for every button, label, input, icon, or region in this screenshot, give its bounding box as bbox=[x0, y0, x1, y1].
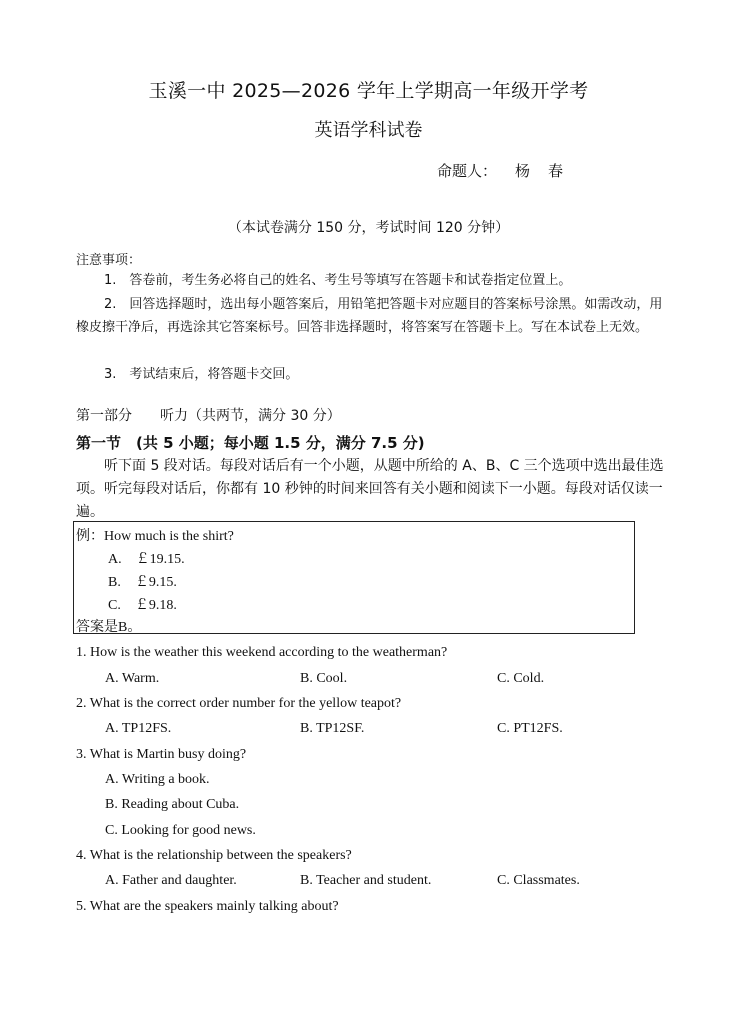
question-1: 1. How is the weather this weekend according to the weatherman? bbox=[76, 645, 448, 660]
q3-option-b: B. Reading about Cuba. bbox=[105, 797, 240, 812]
note-item: 2. 回答选择题时，选出每小题答案后，用铅笔把答题卡对应题目的答案标号涂黑。如需改动，用橡皮擦干净后，再选涂其它答案标号。回答非选择题时，将答案写在答题卡上。写在本试卷上无效。 bbox=[76, 297, 663, 335]
q4-option-b: B. Teacher and student. bbox=[300, 873, 432, 888]
q4-option-c: C. Classmates. bbox=[497, 873, 580, 888]
example-answer: 答案是B。 bbox=[76, 620, 142, 635]
q4-option-a: A. Father and daughter. bbox=[105, 873, 237, 888]
example-question: 例：How much is the shirt? bbox=[76, 529, 234, 544]
q1-option-b: B. Cool. bbox=[300, 671, 348, 686]
question-3: 3. What is Martin busy doing? bbox=[76, 747, 247, 762]
note-item: 1. 答卷前，考生务必将自己的姓名、考生号等填写在答题卡和试卷指定位置上。 bbox=[104, 273, 572, 288]
q2-option-b: B. TP12SF. bbox=[300, 721, 365, 736]
author-name: 杨春 bbox=[515, 162, 582, 180]
part-title: 听力（共两节，满分 30 分） bbox=[160, 408, 341, 424]
score-time-note: （本试卷满分 150 分，考试时间 120 分钟） bbox=[227, 220, 510, 236]
author-line bbox=[437, 160, 581, 181]
part-heading bbox=[76, 405, 341, 425]
example-option-c: C. ￡9.18. bbox=[108, 598, 177, 613]
example-option-b: B. ￡9.15. bbox=[108, 575, 177, 590]
part-label: 第一部分 bbox=[76, 408, 132, 424]
notes-heading: 注意事项： bbox=[76, 253, 142, 268]
note-item: 3. 考试结束后，将答题卡交回。 bbox=[104, 367, 299, 382]
exam-subtitle: 英语学科试卷 bbox=[314, 120, 423, 141]
author-label: 命题人： bbox=[437, 162, 498, 180]
exam-title: 玉溪一中 2025—2026 学年上学期高一年级开学考 bbox=[148, 80, 589, 102]
question-4: 4. What is the relationship between the speakers? bbox=[76, 848, 352, 863]
q1-option-c: C. Cold. bbox=[497, 671, 545, 686]
question-2: 2. What is the correct order number for the yellow teapot? bbox=[76, 696, 402, 711]
q1-option-a: A. Warm. bbox=[105, 671, 160, 686]
question-5: 5. What are the speakers mainly talking about? bbox=[76, 899, 339, 914]
q3-option-a: A. Writing a book. bbox=[105, 772, 210, 787]
section-heading: 第一节 (共 5 小题；每小题 1.5 分，满分 7.5 分) bbox=[76, 434, 425, 452]
q2-option-a: A. TP12FS. bbox=[105, 721, 172, 736]
q2-option-c: C. PT12FS. bbox=[497, 721, 563, 736]
example-option-a: A. ￡19.15. bbox=[108, 552, 185, 567]
section-instructions: 听下面 5 段对话。每段对话后有一个小题，从题中所给的 A、B、C 三个选项中选出最佳选项。听完每段对话后，你都有 10 秒钟的时间来回答有关小题和阅读下一小题。每段对话仅读一遍。 bbox=[76, 458, 664, 520]
q3-option-c: C. Looking for good news. bbox=[105, 823, 256, 838]
